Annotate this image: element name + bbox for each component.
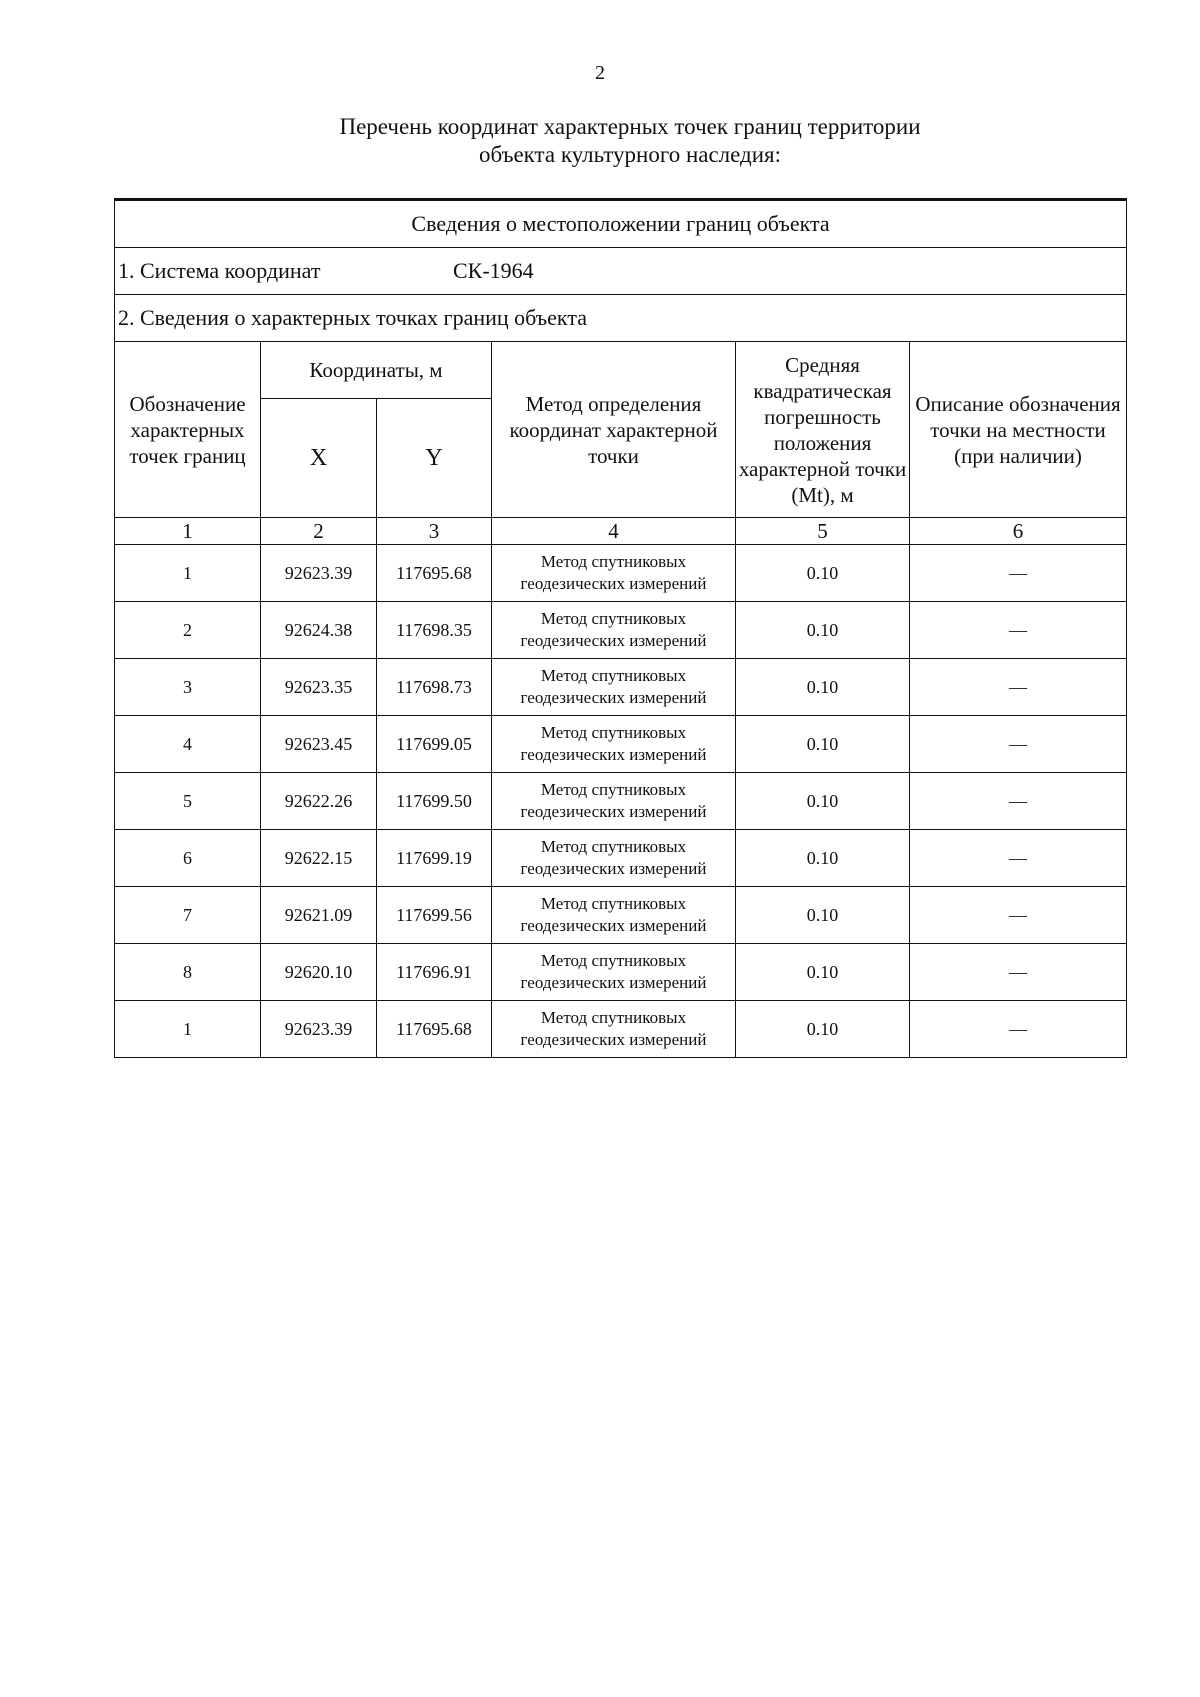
- x-cell: 92623.39: [261, 1001, 377, 1058]
- method-cell: Метод спутниковых геодезических измерений: [492, 659, 736, 716]
- coord-system-value: СК-1964: [453, 258, 534, 283]
- y-cell: 117699.50: [377, 773, 492, 830]
- description-cell: —: [910, 944, 1127, 1001]
- coord-system-row: [115, 248, 1127, 295]
- section-title: Сведения о местоположении границ объекта: [115, 200, 1127, 248]
- table-row: [115, 773, 1127, 830]
- y-cell: 117695.68: [377, 545, 492, 602]
- header-y: Y: [377, 399, 492, 518]
- header-designation: Обозначение характерных точек границ: [115, 342, 261, 518]
- coord-system: [115, 248, 1127, 295]
- point-cell: 3: [115, 659, 261, 716]
- coordinates-table: [114, 198, 1127, 1058]
- error-cell: 0.10: [736, 830, 910, 887]
- y-cell: 117698.73: [377, 659, 492, 716]
- method-cell: Метод спутниковых геодезических измерений: [492, 1001, 736, 1058]
- x-cell: 92622.26: [261, 773, 377, 830]
- point-cell: 8: [115, 944, 261, 1001]
- description-cell: —: [910, 602, 1127, 659]
- document-title: [0, 113, 1200, 169]
- method-cell: Метод спутниковых геодезических измерений: [492, 545, 736, 602]
- column-number: 2: [261, 518, 377, 545]
- error-cell: 0.10: [736, 887, 910, 944]
- description-cell: —: [910, 716, 1127, 773]
- points-section-title: 2. Сведения о характерных точках границ объекта: [115, 295, 1127, 342]
- error-cell: 0.10: [736, 602, 910, 659]
- description-cell: —: [910, 545, 1127, 602]
- method-cell: Метод спутниковых геодезических измерений: [492, 602, 736, 659]
- y-cell: 117696.91: [377, 944, 492, 1001]
- point-cell: 1: [115, 545, 261, 602]
- error-cell: 0.10: [736, 944, 910, 1001]
- column-number: 5: [736, 518, 910, 545]
- x-cell: 92623.39: [261, 545, 377, 602]
- column-number: 3: [377, 518, 492, 545]
- x-cell: 92620.10: [261, 944, 377, 1001]
- column-number: 6: [910, 518, 1127, 545]
- description-cell: —: [910, 659, 1127, 716]
- error-cell: 0.10: [736, 1001, 910, 1058]
- section-title-row: [115, 200, 1127, 248]
- column-numbers-row: [115, 518, 1127, 545]
- point-cell: 1: [115, 1001, 261, 1058]
- column-number: 4: [492, 518, 736, 545]
- error-cell: 0.10: [736, 659, 910, 716]
- header-row-1: [115, 342, 1127, 399]
- table-row: [115, 659, 1127, 716]
- x-cell: 92624.38: [261, 602, 377, 659]
- point-cell: 2: [115, 602, 261, 659]
- table-row: [115, 944, 1127, 1001]
- method-cell: Метод спутниковых геодезических измерений: [492, 773, 736, 830]
- x-cell: 92622.15: [261, 830, 377, 887]
- error-cell: 0.10: [736, 545, 910, 602]
- description-cell: —: [910, 887, 1127, 944]
- title-line-1: Перечень координат характерных точек границ территории: [339, 114, 921, 139]
- column-number: 1: [115, 518, 261, 545]
- table-row: [115, 830, 1127, 887]
- description-cell: —: [910, 1001, 1127, 1058]
- method-cell: Метод спутниковых геодезических измерений: [492, 887, 736, 944]
- y-cell: 117699.19: [377, 830, 492, 887]
- header-method: Метод определения координат характерной точки: [492, 342, 736, 518]
- method-cell: Метод спутниковых геодезических измерений: [492, 830, 736, 887]
- description-cell: —: [910, 773, 1127, 830]
- point-cell: 4: [115, 716, 261, 773]
- header-description: Описание обозначения точки на местности (при наличии): [910, 342, 1127, 518]
- method-cell: Метод спутниковых геодезических измерений: [492, 716, 736, 773]
- description-cell: —: [910, 830, 1127, 887]
- header-x: X: [261, 399, 377, 518]
- title-line-2: объекта культурного наследия:: [478, 142, 782, 167]
- table-row: [115, 602, 1127, 659]
- error-cell: 0.10: [736, 773, 910, 830]
- header-coordinates: Координаты, м: [261, 342, 492, 399]
- point-cell: 7: [115, 887, 261, 944]
- coord-system-label: 1. Система координат: [118, 258, 321, 283]
- error-cell: 0.10: [736, 716, 910, 773]
- y-cell: 117699.56: [377, 887, 492, 944]
- point-cell: 5: [115, 773, 261, 830]
- point-cell: 6: [115, 830, 261, 887]
- x-cell: 92621.09: [261, 887, 377, 944]
- y-cell: 117698.35: [377, 602, 492, 659]
- header-error: Средняя квадратическая погрешность положения характерной точки (Mt), м: [736, 342, 910, 518]
- table-row: [115, 716, 1127, 773]
- table-row: [115, 545, 1127, 602]
- table-row: [115, 887, 1127, 944]
- x-cell: 92623.35: [261, 659, 377, 716]
- y-cell: 117695.68: [377, 1001, 492, 1058]
- page-number: 2: [595, 62, 605, 84]
- x-cell: 92623.45: [261, 716, 377, 773]
- points-section-row: [115, 295, 1127, 342]
- y-cell: 117699.05: [377, 716, 492, 773]
- method-cell: Метод спутниковых геодезических измерений: [492, 944, 736, 1001]
- table-row: [115, 1001, 1127, 1058]
